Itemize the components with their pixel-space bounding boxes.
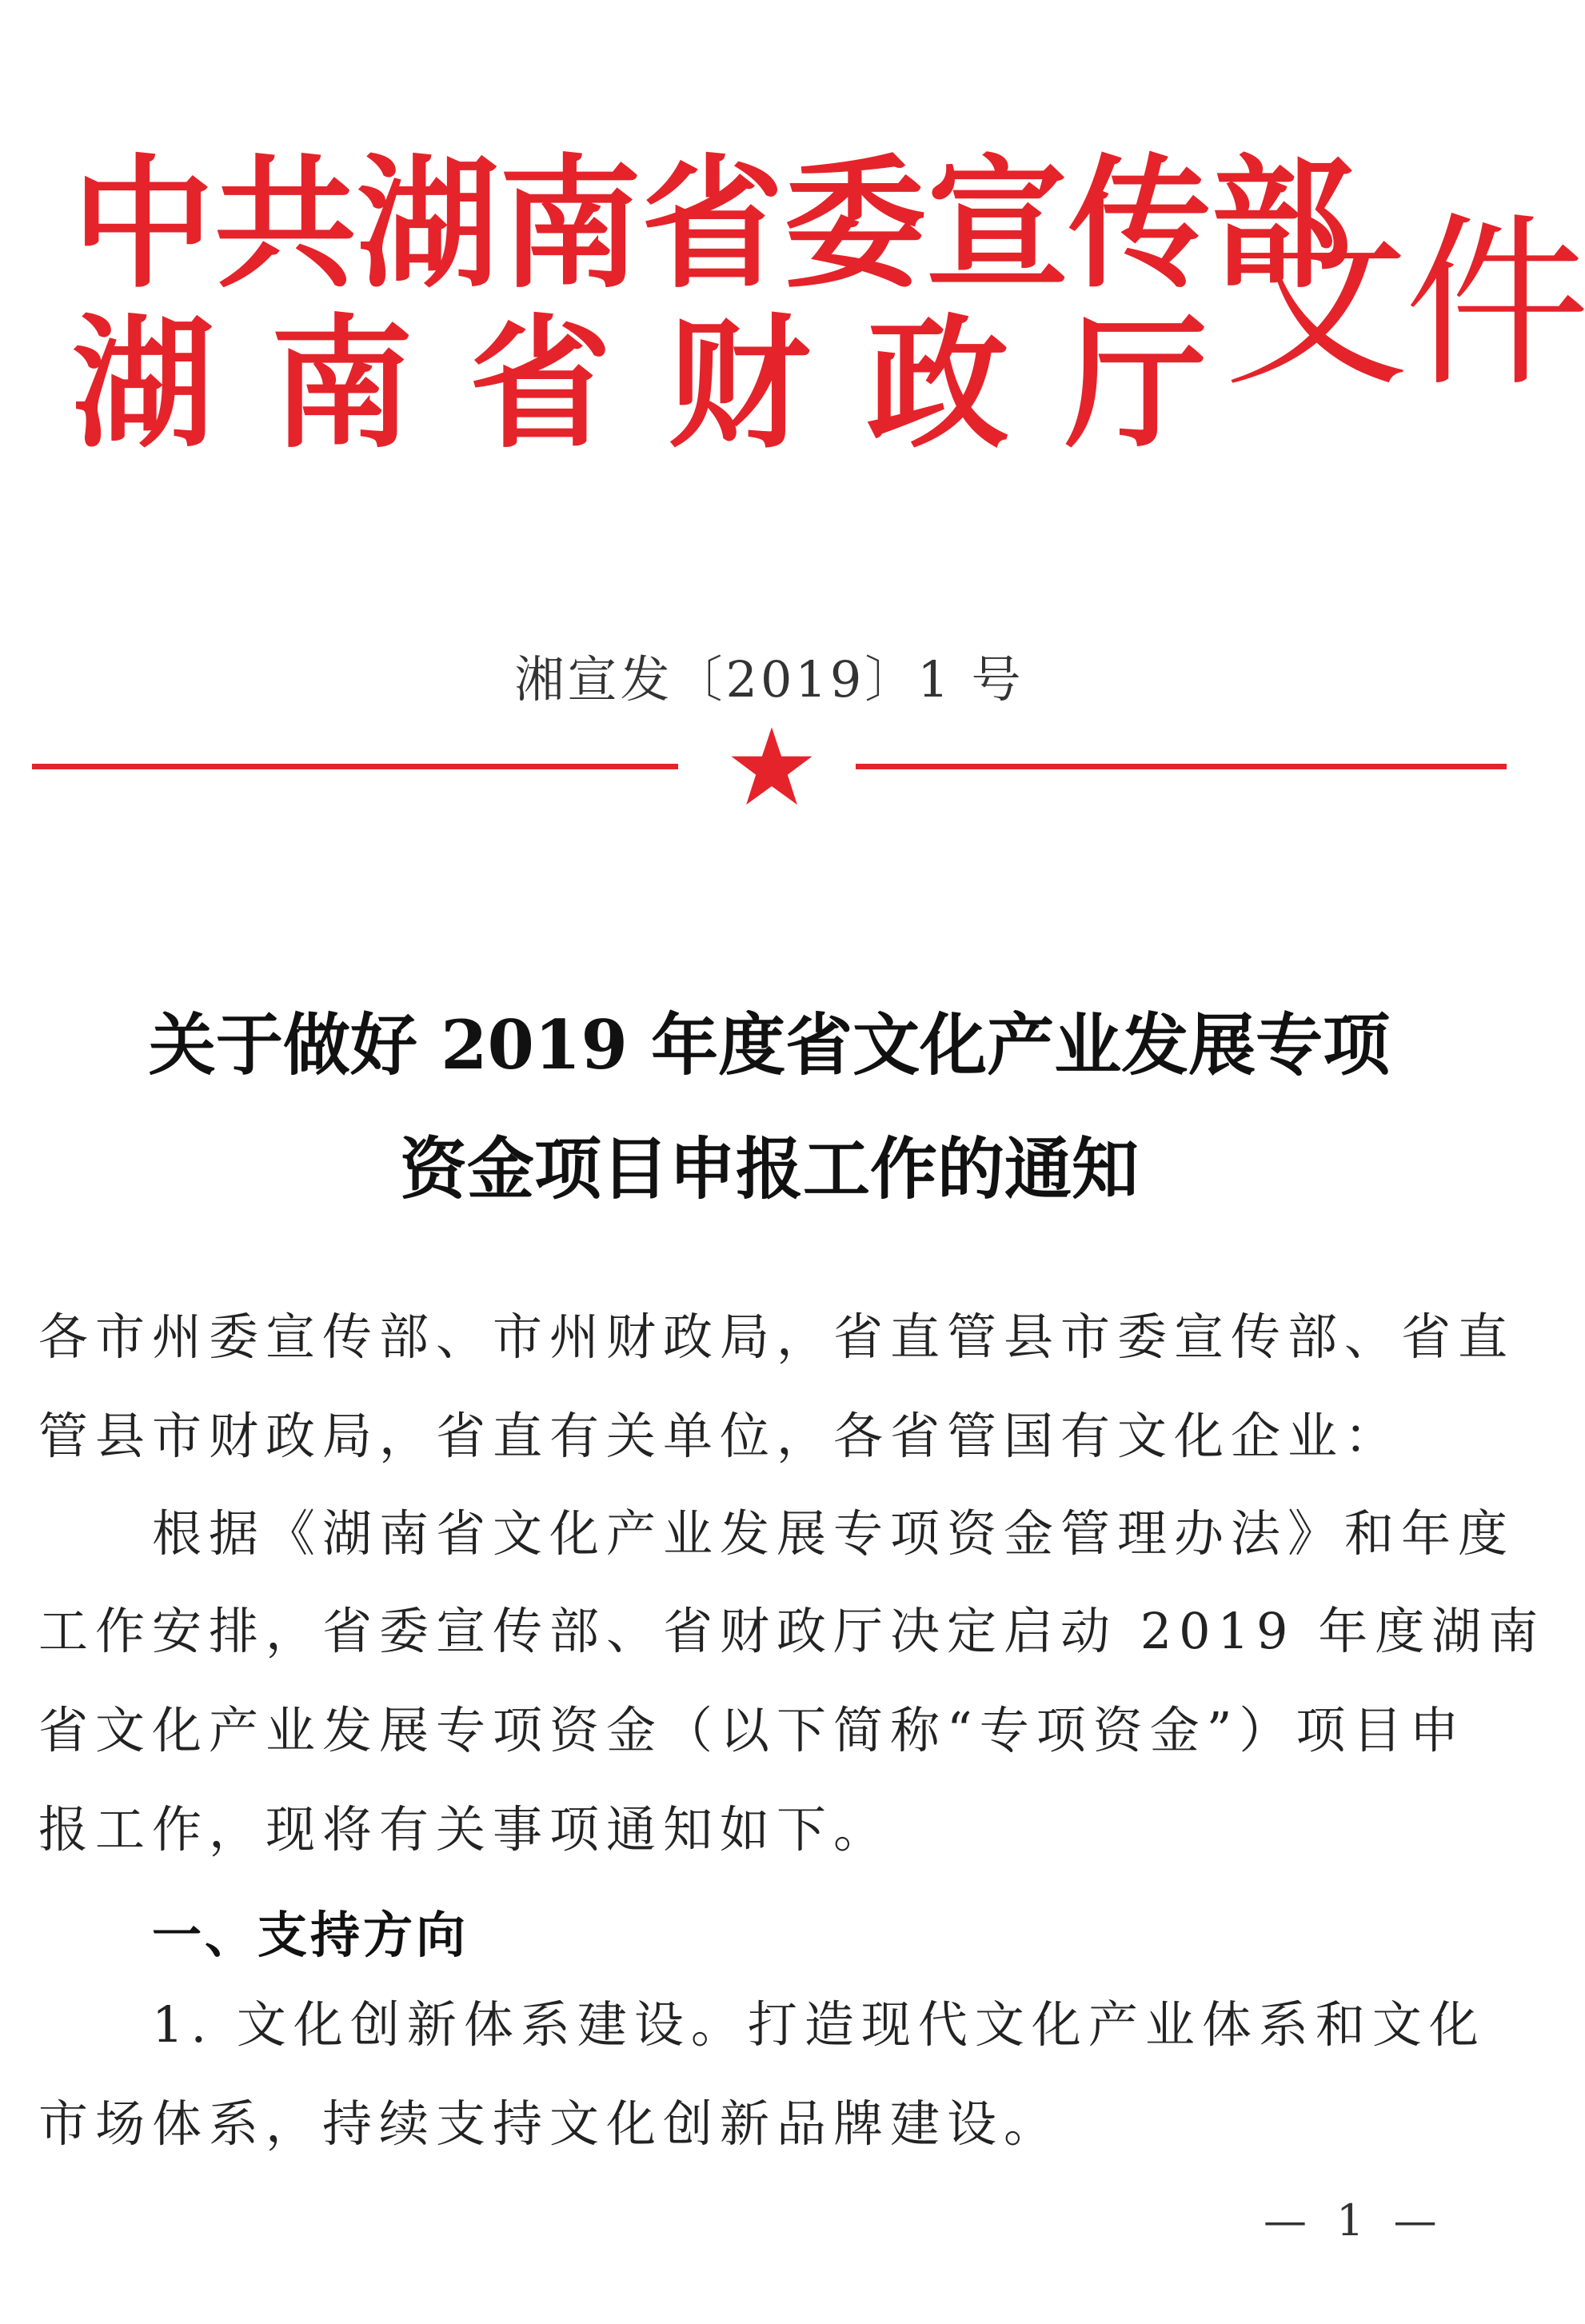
header-line-propaganda-dept: 中共湖南省委宣传部 — [72, 140, 1353, 307]
addressee-line1: 各市州委宣传部、市州财政局，省直管县市委宣传部、省直 — [38, 1308, 1515, 1366]
header-char: 省 — [469, 300, 612, 467]
header-char: 湖 — [72, 300, 214, 467]
header-char: 财 — [668, 300, 811, 467]
header-char: 南 — [270, 300, 413, 467]
section-heading-support-direction: 一、支持方向 — [152, 1906, 469, 1964]
paragraph1-line1: 根据《湖南省文化产业发展专项资金管理办法》和年度 — [38, 1504, 1515, 1563]
paragraph1-line2: 工作安排，省委宣传部、省财政厅决定启动 2019 年度湖南 — [38, 1602, 1546, 1660]
paragraph1-line3: 省文化产业发展专项资金（以下简称“专项资金”）项目申 — [38, 1701, 1467, 1759]
header-line-finance-dept — [72, 300, 1208, 467]
addressee-line2: 管县市财政局，省直有关单位，各省管国有文化企业： — [38, 1407, 1402, 1465]
red-divider-left — [32, 764, 678, 769]
header-suffix-wenjian: 文件 — [1224, 196, 1585, 412]
item1-line2: 市场体系，持续支持文化创新品牌建设。 — [38, 2094, 1061, 2153]
document-number: 湘宣发〔2019〕1 号 — [514, 650, 1024, 709]
page-number: — 1 — — [1264, 2195, 1445, 2246]
paragraph1-line4: 报工作，现将有关事项通知如下。 — [38, 1800, 891, 1859]
notice-title-line1: 关于做好 2019 年度省文化产业发展专项 — [148, 1005, 1391, 1084]
issuing-authorities — [72, 140, 1353, 467]
header-char: 厅 — [1064, 300, 1208, 467]
red-star-icon — [728, 724, 816, 812]
item1-line1: 1. 文化创新体系建设。打造现代文化产业体系和文化 — [38, 1995, 1486, 2054]
header-char: 政 — [866, 300, 1009, 467]
red-divider-right — [856, 764, 1507, 769]
notice-title-line2: 资金项目申报工作的通知 — [399, 1129, 1139, 1208]
